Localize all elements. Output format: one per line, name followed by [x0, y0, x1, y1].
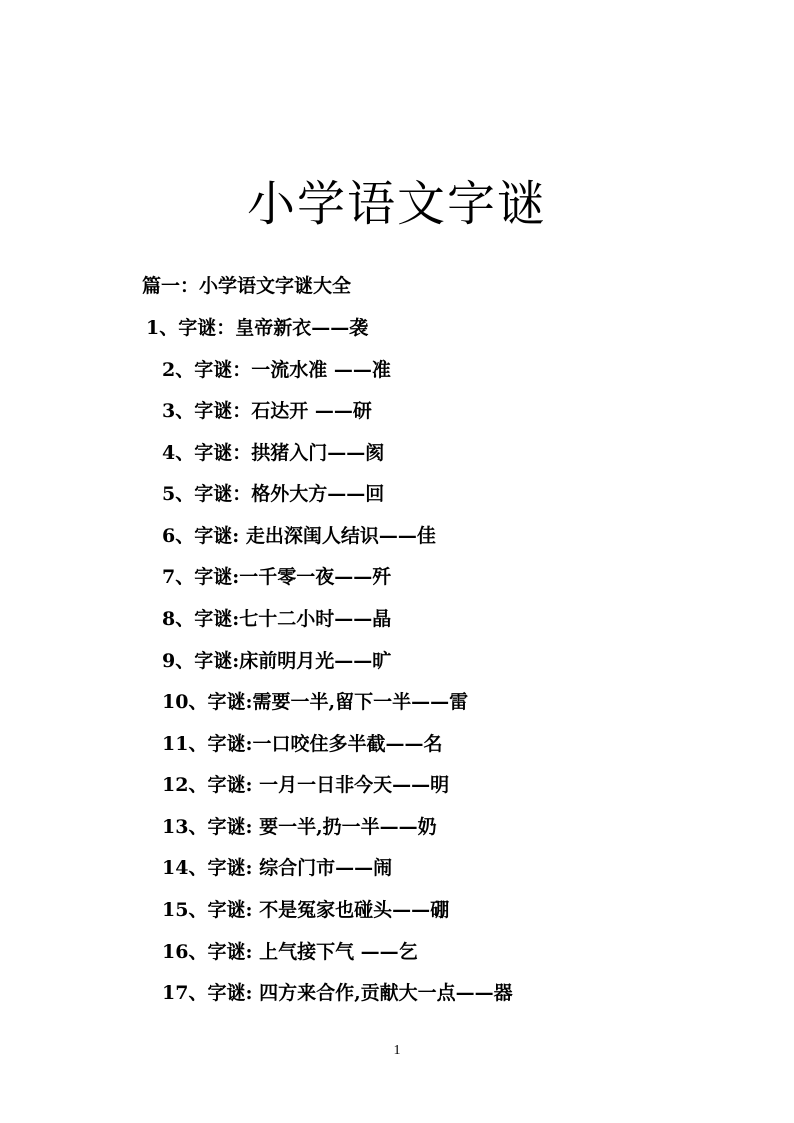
riddle-item: 14、字谜: 综合门市——闹 — [162, 857, 393, 879]
riddle-item: 12、字谜: 一月一日非今天——明 — [162, 774, 450, 796]
riddle-item: 6、字谜: 走出深闺人结识——佳 — [162, 525, 436, 547]
riddle-item: 9、字谜:床前明月光——旷 — [162, 650, 392, 672]
riddle-item: 3、字谜：石达开 ——研 — [162, 400, 372, 422]
riddle-item: 15、字谜: 不是冤家也碰头——硼 — [162, 899, 450, 921]
riddle-item: 7、字谜:一千零一夜——歼 — [162, 566, 392, 588]
riddle-item: 8、字谜:七十二小时——晶 — [162, 608, 392, 630]
riddle-item: 10、字谜:需要一半,留下一半——雷 — [162, 691, 469, 713]
page-number: 1 — [393, 1043, 401, 1058]
riddle-item: 4、字谜：拱猪入门——阂 — [162, 442, 385, 464]
riddle-item: 1、字谜：皇帝新衣——袭 — [146, 317, 369, 339]
page-title: 小学语文字谜 — [246, 176, 547, 233]
riddle-item: 2、字谜：一流水准 ——准 — [162, 359, 391, 381]
riddle-item: 16、字谜: 上气接下气 ——乞 — [162, 941, 418, 963]
riddle-item: 17、字谜: 四方来合作,贡献大一点——器 — [162, 982, 513, 1004]
section-heading: 篇一：小学语文字谜大全 — [142, 275, 352, 297]
riddle-item: 5、字谜：格外大方——回 — [162, 483, 385, 505]
riddle-item: 13、字谜: 要一半,扔一半——奶 — [162, 816, 437, 838]
riddle-item: 11、字谜:一口咬住多半截——名 — [162, 733, 443, 755]
